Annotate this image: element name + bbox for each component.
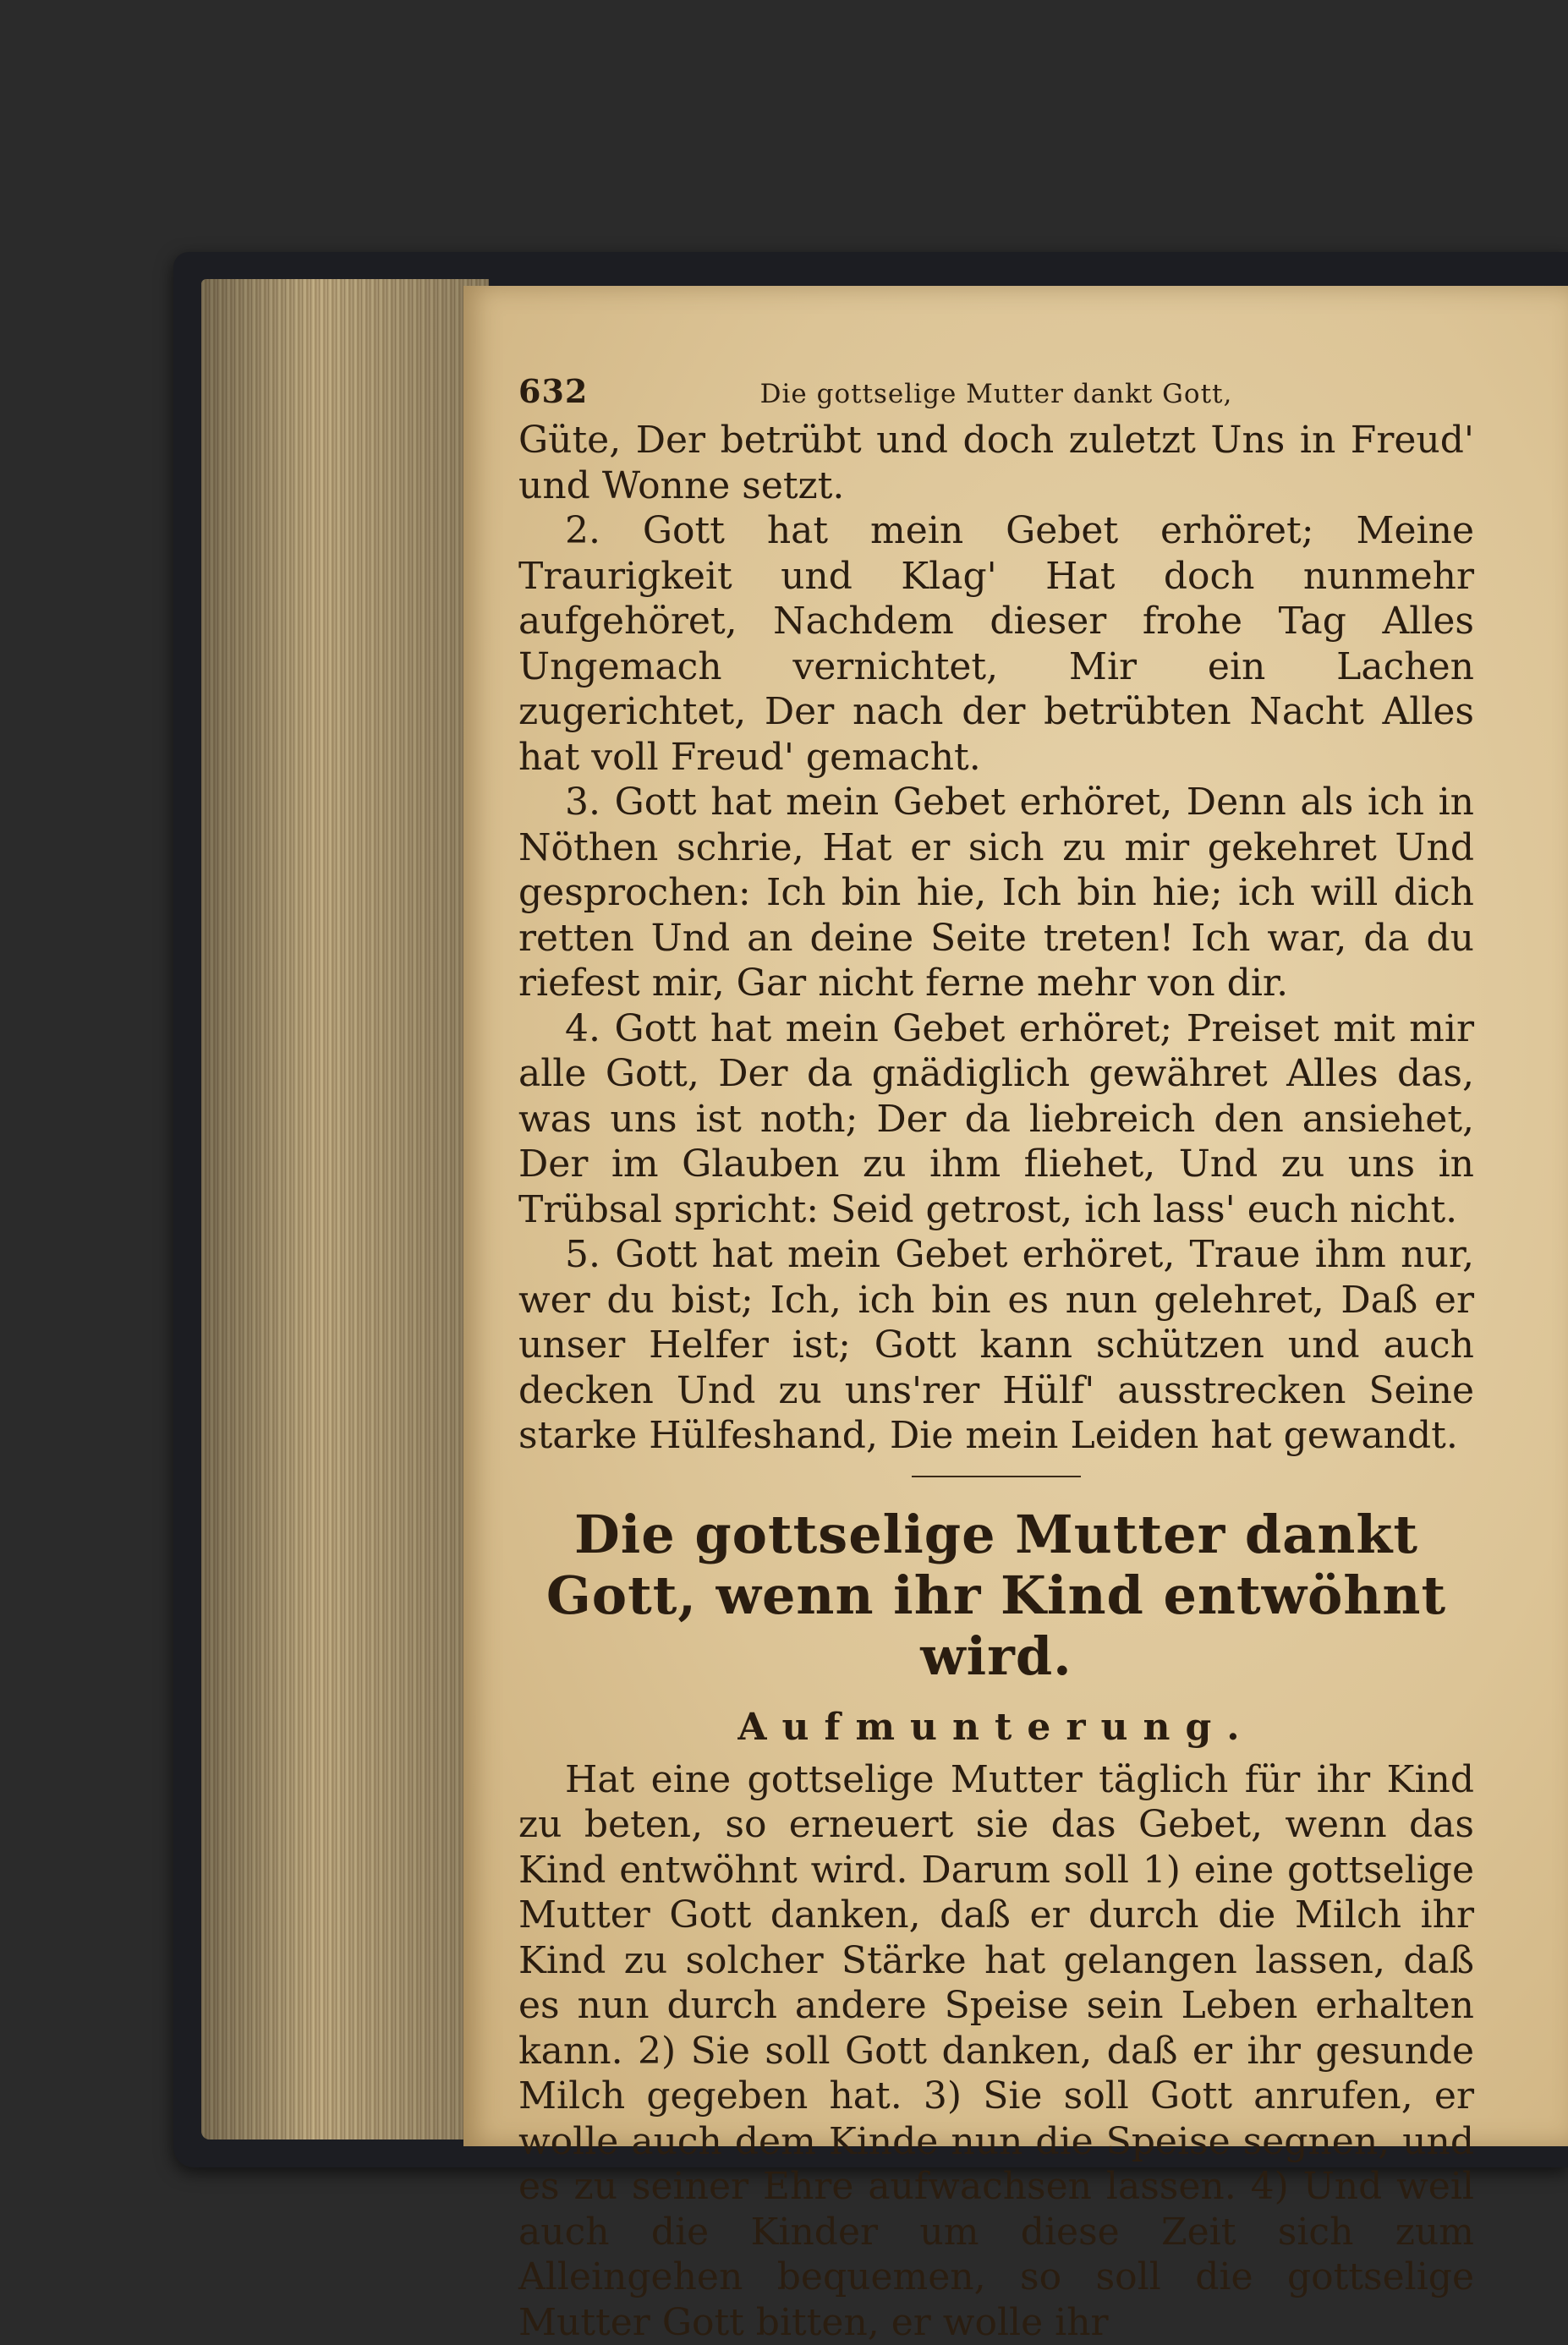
verse-2: 2. Gott hat mein Gebet erhöret; Meine Traurigkeit und Klag' Hat doch nunmehr aufgehöret, Nachdem dieser frohe Tag Alles Ungemach vernichtet, Mir ein Lachen zugerichtet, Der nach der betrübten Nacht Alles hat voll Freud' gemacht. (518, 508, 1474, 780)
verse-5: 5. Gott hat mein Gebet erhöret, Traue ihm nur, wer du bist; Ich, ich bin es nun gelehret, Daß er unser Helfer ist; Gott kann schützen und auch decken Und zu uns'rer Hülf' ausstrecken Seine starke Hülfeshand, Die mein Leiden hat gewandt. (518, 1232, 1474, 1459)
verse-4: 4. Gott hat mein Gebet erhöret; Preiset mit mir alle Gott, Der da gnädiglich gewähret Alles das, was uns ist noth; Der da liebreich den ansiehet, Der im Glauben zu ihm fliehet, Und zu uns in Trübsal spricht: Seid getrost, ich lass' euch nicht. (518, 1006, 1474, 1233)
running-head: Die gottselige Mutter dankt Gott, (620, 379, 1474, 409)
book-page (463, 286, 1568, 2146)
page-header (518, 372, 1474, 418)
section-divider (912, 1476, 1081, 1477)
verse-continuation: Güte, Der betrübt und doch zuletzt Uns in Freud' und Wonne setzt. (518, 418, 1474, 508)
verse-3: 3. Gott hat mein Gebet erhöret, Denn als ich in Nöthen schrie, Hat er sich zu mir gekehret Und gesprochen: Ich bin hie, Ich bin hie; ich will dich retten Und an deine Seite treten! Ich war, da du riefest mir, Gar nicht ferne mehr von dir. (518, 780, 1474, 1006)
page-edges-shadow (201, 279, 489, 2140)
page-content (518, 372, 1474, 2345)
section-title: Die gottselige Mutter dankt Gott, wenn ihr Kind entwöhnt wird. (518, 1504, 1474, 1687)
section-text: Hat eine gottselige Mutter täglich für ihr Kind zu beten, so erneuert sie das Gebet, wenn das Kind entwöhnt wird. Darum soll 1) eine gottselige Mutter Gott danken, daß er durch die Milch ihr Kind zu solcher Stärke hat gelangen lassen, daß es nun durch andere Speise sein Leben erhalten kann. 2) Sie soll Gott danken, daß er ihr gesunde Milch gegeben hat. 3) Sie soll Gott anrufen, er wolle auch dem Kinde nun die Speise segnen, und es zu seiner Ehre aufwachsen lassen. 4) Und weil auch die Kinder um diese Zeit sich zum Alleingehen bequemen, so soll die gottselige Mutter Gott bitten, er wolle ihr (518, 1757, 1474, 2345)
page-number: 632 (518, 372, 620, 410)
section-subtitle: Aufmunterung. (518, 1706, 1474, 1749)
